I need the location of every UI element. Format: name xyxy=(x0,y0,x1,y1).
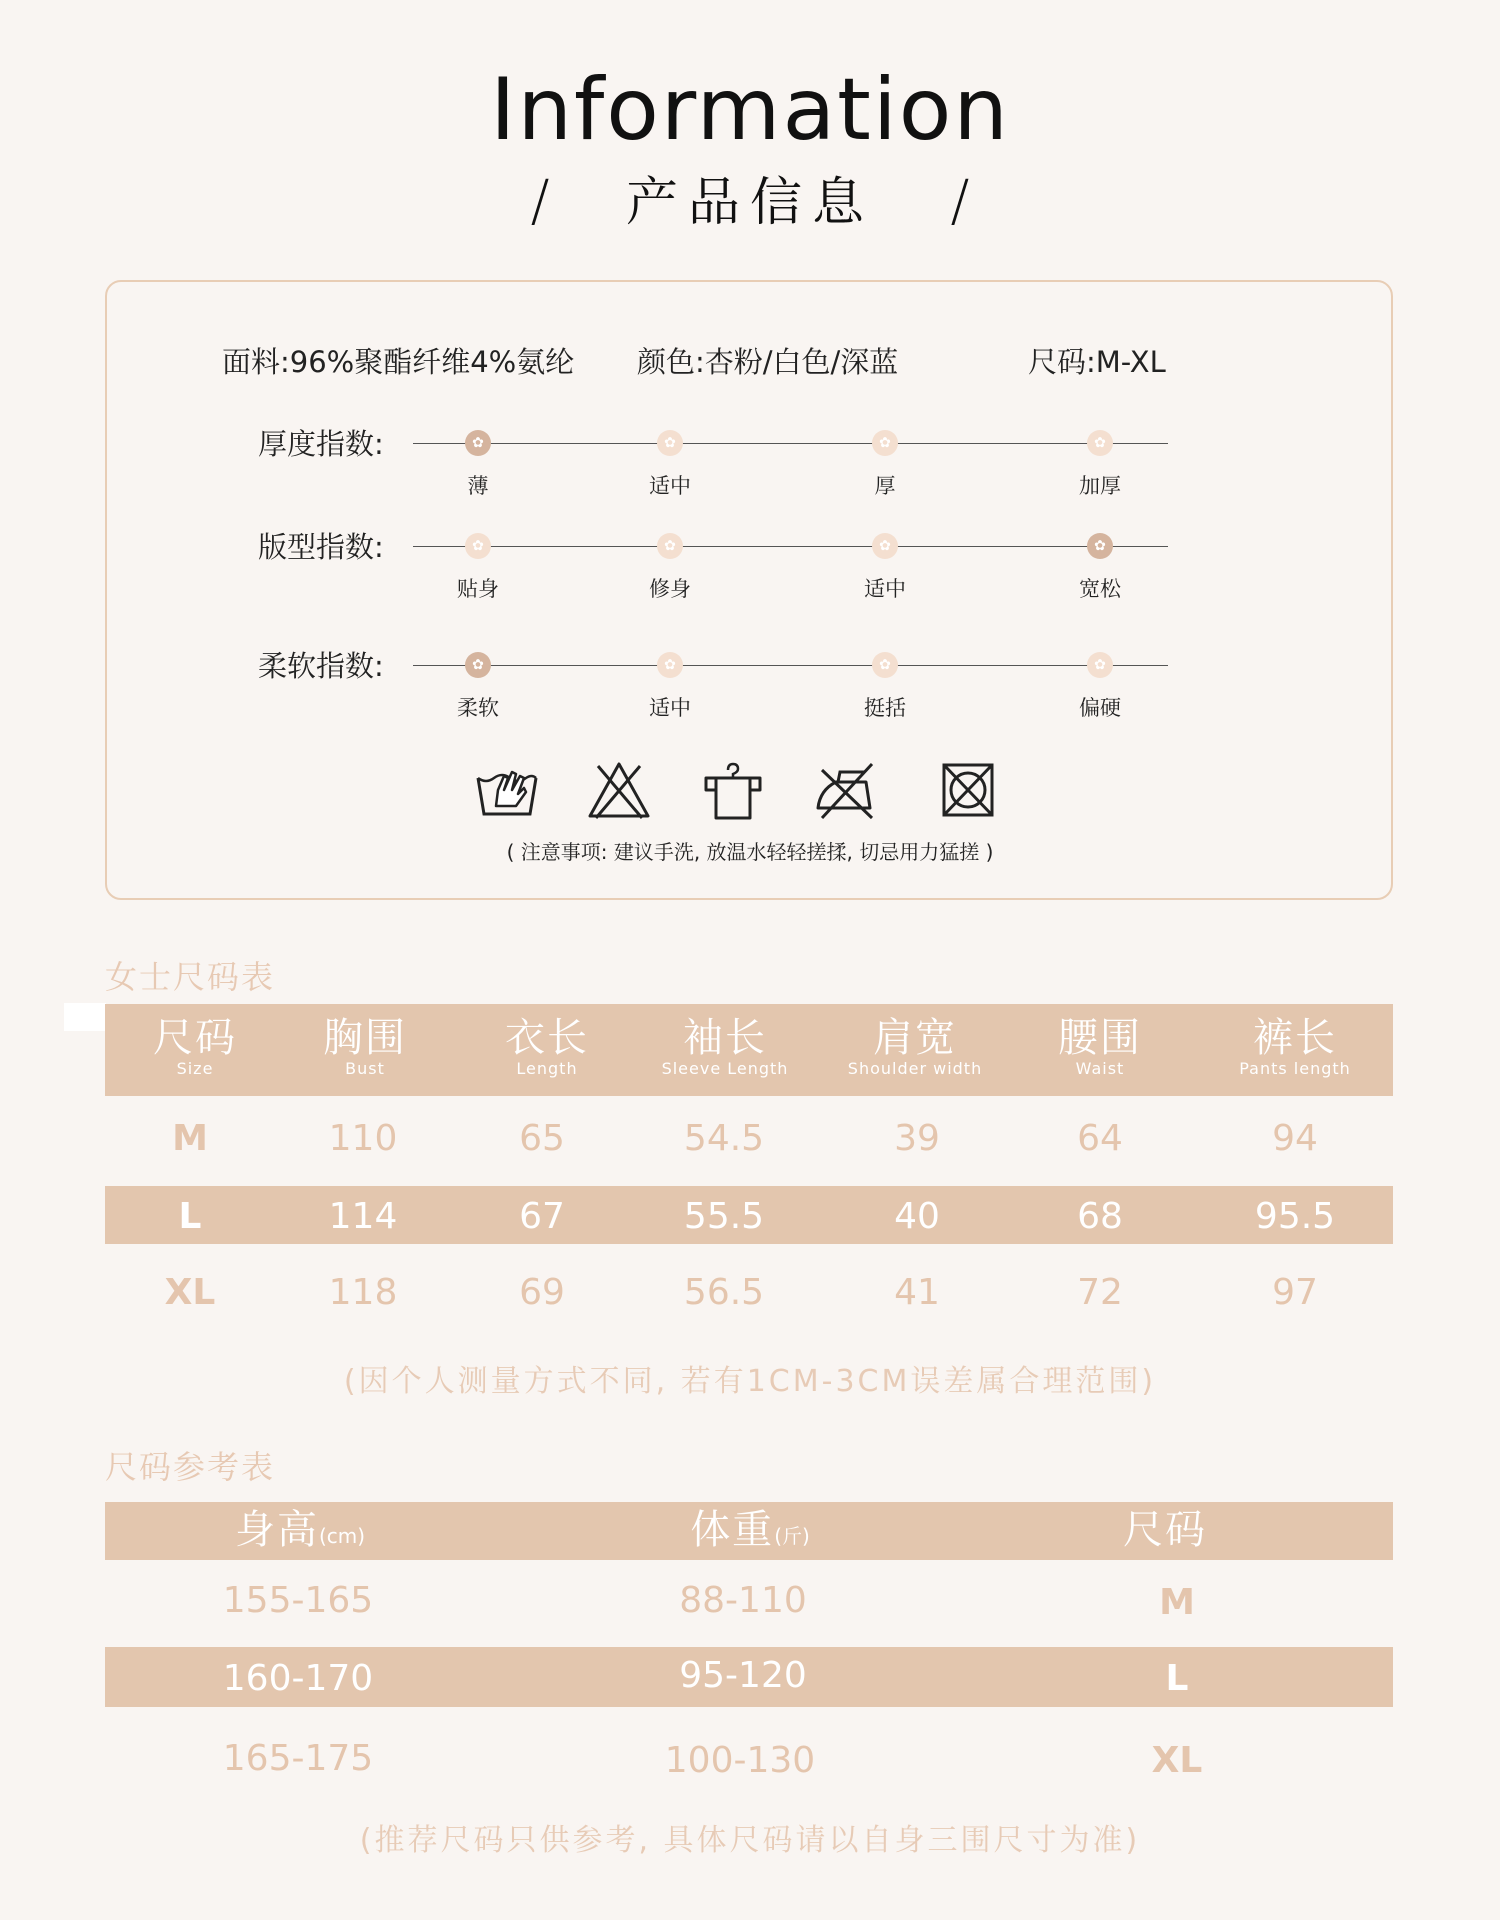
table-cell: 118 xyxy=(328,1272,398,1313)
index-dot: ✿ xyxy=(465,533,491,559)
table-cell: 165-175 xyxy=(222,1738,374,1779)
title-cn-text: 产品信息 xyxy=(625,173,874,233)
ref-table-title: 尺码参考表 xyxy=(105,1448,276,1486)
index-option: 适中 xyxy=(649,474,691,498)
table-cell: M xyxy=(172,1118,208,1159)
header-en: Pants length xyxy=(1239,1059,1351,1078)
index-option: 挺括 xyxy=(864,696,906,720)
index-dot: ✿ xyxy=(872,430,898,456)
index-option: 加厚 xyxy=(1079,474,1121,498)
header-cn: 尺码 xyxy=(1123,1507,1207,1553)
header-en: Shoulder width xyxy=(847,1059,983,1078)
ref-table-note: (推荐尺码只供参考, 具体尺码请以自身三围尺寸为准) xyxy=(359,1823,1141,1858)
header-en: Length xyxy=(516,1059,578,1078)
table-cell: L xyxy=(178,1196,202,1237)
table-cell: 69 xyxy=(519,1272,565,1313)
header-cn: 袖长 xyxy=(683,1015,767,1061)
index-label: 厚度指数: xyxy=(258,427,384,461)
hang-dry-icon xyxy=(700,760,766,820)
table-cell: L xyxy=(1165,1658,1189,1699)
index-dot: ✿ xyxy=(465,430,491,456)
table-cell: 55.5 xyxy=(683,1196,765,1237)
index-option: 贴身 xyxy=(457,577,499,601)
table-cell: 64 xyxy=(1077,1118,1123,1159)
index-dot: ✿ xyxy=(657,652,683,678)
index-option: 偏硬 xyxy=(1079,696,1121,720)
table-cell: 40 xyxy=(894,1196,940,1237)
table-cell: 67 xyxy=(519,1196,565,1237)
table-cell: 114 xyxy=(328,1196,398,1237)
table-cell: 97 xyxy=(1272,1272,1318,1313)
header-cn: 衣长 xyxy=(505,1015,589,1061)
title-cn xyxy=(0,160,1500,235)
header-cn: 身高 xyxy=(234,1507,319,1553)
table-cell: 100-130 xyxy=(664,1740,816,1781)
no-bleach-icon xyxy=(586,760,652,820)
table-cell: 94 xyxy=(1272,1118,1318,1159)
header-height xyxy=(200,1508,400,1552)
care-note: ( 注意事项: 建议手洗, 放温水轻轻搓揉, 切忌用力猛搓 ) xyxy=(506,840,994,864)
header-sleeve-length xyxy=(645,1016,805,1078)
index-line xyxy=(413,546,1168,547)
header-cn: 肩宽 xyxy=(873,1015,957,1061)
slash-right: / xyxy=(950,169,970,234)
index-dot: ✿ xyxy=(872,533,898,559)
table-cell: XL xyxy=(1151,1740,1203,1781)
table-cell: 41 xyxy=(894,1272,940,1313)
index-option: 修身 xyxy=(649,577,691,601)
title-en: Information xyxy=(490,60,1010,160)
table-cell: 95-120 xyxy=(679,1655,807,1696)
index-dot: ✿ xyxy=(1087,533,1113,559)
header-bust xyxy=(305,1016,425,1078)
index-option: 柔软 xyxy=(457,696,499,720)
hand-wash-icon xyxy=(474,760,540,820)
color-spec: 颜色:杏粉/白色/深蓝 xyxy=(637,345,899,379)
index-label: 柔软指数: xyxy=(258,649,384,683)
header-length xyxy=(487,1016,607,1078)
size-table-title: 女士尺码表 xyxy=(105,958,276,996)
index-dot: ✿ xyxy=(657,430,683,456)
index-option: 薄 xyxy=(467,474,489,498)
index-option: 宽松 xyxy=(1079,577,1121,601)
header-en: Waist xyxy=(1075,1059,1125,1078)
header-size xyxy=(145,1016,245,1078)
table-cell: 155-165 xyxy=(222,1580,374,1621)
header-cn: 尺码 xyxy=(153,1015,237,1061)
slash-left: / xyxy=(530,169,550,234)
table-cell: 56.5 xyxy=(683,1272,765,1313)
table-cell: M xyxy=(1159,1582,1195,1623)
decor-chip xyxy=(64,1003,106,1031)
table-cell: 65 xyxy=(519,1118,565,1159)
fabric-spec: 面料:96%聚酯纤维4%氨纶 xyxy=(222,345,575,379)
table-cell: XL xyxy=(164,1272,216,1313)
header-pants-length xyxy=(1225,1016,1365,1078)
index-option: 适中 xyxy=(649,696,691,720)
index-dot: ✿ xyxy=(657,533,683,559)
table-cell: 39 xyxy=(894,1118,940,1159)
header-en: Size xyxy=(176,1059,214,1078)
table-cell: 68 xyxy=(1077,1196,1123,1237)
header-cn: 裤长 xyxy=(1253,1015,1337,1061)
no-iron-icon xyxy=(812,760,878,820)
index-line xyxy=(413,443,1168,444)
header-en: Sleeve Length xyxy=(661,1059,789,1078)
index-option: 厚 xyxy=(874,474,896,498)
header-size xyxy=(1065,1508,1265,1552)
table-cell: 72 xyxy=(1077,1272,1123,1313)
index-line xyxy=(413,665,1168,666)
index-dot: ✿ xyxy=(1087,652,1113,678)
index-label: 版型指数: xyxy=(258,530,384,564)
header-unit: (斤) xyxy=(774,1524,810,1548)
table-cell: 110 xyxy=(328,1118,398,1159)
index-option: 适中 xyxy=(864,577,906,601)
header-cn: 体重 xyxy=(690,1507,775,1553)
size-table-note: (因个人测量方式不同, 若有1CM-3CM误差属合理范围) xyxy=(343,1364,1157,1399)
header-cn: 腰围 xyxy=(1058,1015,1142,1061)
table-cell: 54.5 xyxy=(683,1118,765,1159)
header-cn: 胸围 xyxy=(323,1015,407,1061)
index-dot: ✿ xyxy=(465,652,491,678)
header-waist xyxy=(1040,1016,1160,1078)
no-tumble-dry-icon xyxy=(936,760,1002,820)
table-cell: 88-110 xyxy=(679,1580,807,1621)
header-en: Bust xyxy=(345,1059,385,1078)
table-cell: 95.5 xyxy=(1254,1196,1336,1237)
header-weight xyxy=(650,1508,850,1552)
index-dot: ✿ xyxy=(872,652,898,678)
table-cell: 160-170 xyxy=(222,1658,374,1699)
size-spec: 尺码:M-XL xyxy=(1028,345,1166,379)
index-dot: ✿ xyxy=(1087,430,1113,456)
header-shoulder-width xyxy=(835,1016,995,1078)
header-unit: (cm) xyxy=(318,1524,366,1548)
